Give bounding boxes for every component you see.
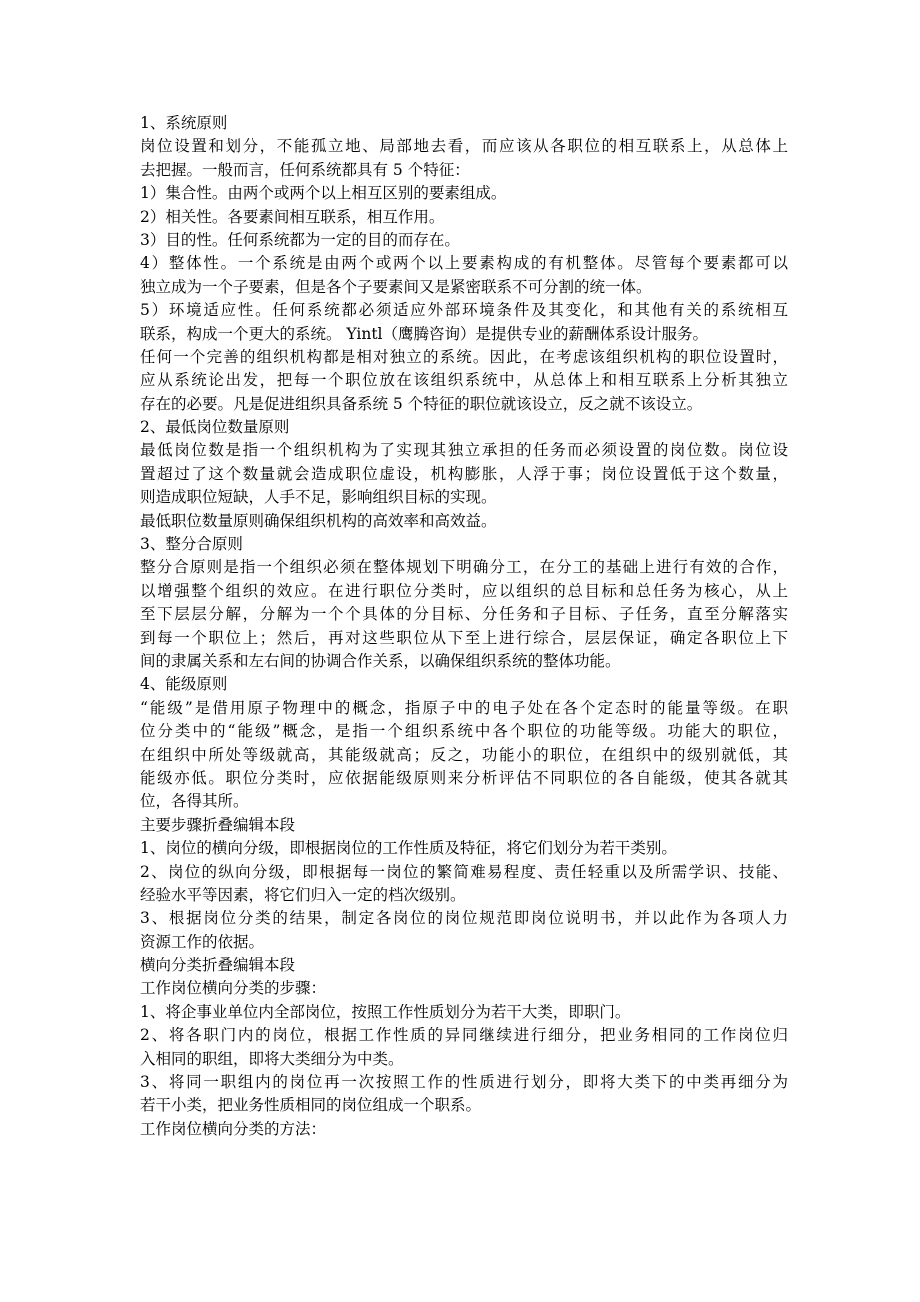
text-line: 位，各得其所。 <box>140 792 249 811</box>
text-line: 置超过了这个数量就会造成职位虚设，机构膨胀，人浮于事；岗位设置低于这个数量， <box>140 464 788 483</box>
text-line: 独立成为一个子要素，但是各个子要素间又是紧密联系不可分割的统一体。 <box>140 277 652 296</box>
text-line: 在组织中所处等级就高，其能级就高；反之，功能小的职位，在组织中的级别就低，其 <box>140 745 788 764</box>
text-line: 1、将企事业单位内全部岗位，按照工作性质划分为若干大类，即职门。 <box>140 1002 631 1021</box>
text-line: 存在的必要。凡是促进组织具备系统 5 个特征的职位就该设立，反之就不该设立。 <box>140 394 703 413</box>
text-line: 2）相关性。各要素间相互联系，相互作用。 <box>140 207 445 226</box>
text-line: 至下层层分解，分解为一个个具体的分目标、分任务和子目标、子任务，直至分解落实 <box>140 605 788 624</box>
text-line: 则造成职位短缺，人手不足，影响组织目标的实现。 <box>140 488 497 507</box>
text-line: 能级亦低。职位分类时，应依据能级原则来分析评估不同职位的各自能级，使其各就其 <box>140 768 788 787</box>
text-line: 间的隶属关系和左右间的协调合作关系，以确保组织系统的整体功能。 <box>140 651 621 670</box>
text-line: 任何一个完善的组织机构都是相对独立的系统。因此，在考虑该组织机构的职位设置时， <box>140 347 788 366</box>
text-line: 4）整体性。一个系统是由两个或两个以上要素构成的有机整体。尽管每个要素都可以 <box>140 254 788 273</box>
text-line: 5）环境适应性。任何系统都必须适应外部环境条件及其变化，和其他有关的系统相互 <box>140 301 788 320</box>
text-line: 3、根据岗位分类的结果，制定各岗位的岗位规范即岗位说明书，并以此作为各项人力 <box>140 909 788 928</box>
text-line: 应从系统论出发，把每一个职位放在该组织系统中，从总体上和相互联系上分析其独立 <box>140 371 788 390</box>
text-line: 1、系统原则 <box>140 114 228 132</box>
text-line: 横向分类折叠编辑本段 <box>140 956 296 975</box>
text-line: 去把握。一般而言，任何系统都具有 5 个特征： <box>140 160 470 179</box>
text-line: 岗位设置和划分，不能孤立地、局部地去看，而应该从各职位的相互联系上，从总体上 <box>140 137 788 156</box>
text-line: 主要步骤折叠编辑本段 <box>140 815 296 834</box>
text-line: 若干小类，把业务性质相同的岗位组成一个职系。 <box>140 1096 482 1115</box>
text-line: 位分类中的“能级”概念，是指一个组织系统中各个职位的功能等级。功能大的职位， <box>140 722 788 741</box>
text-line: 联系，构成一个更大的系统。 Yintl（鹰腾咨询）是提供专业的薪酬体系设计服务。 <box>140 324 709 343</box>
text-line: 经验水平等因素，将它们归入一定的档次级别。 <box>140 885 466 904</box>
text-line: 资源工作的依据。 <box>140 932 265 951</box>
text-line: 1）集合性。由两个或两个以上相互区别的要素组成。 <box>140 184 507 203</box>
text-line: 到每一个职位上；然后，再对这些职位从下至上进行综合，层层保证，确定各职位上下 <box>140 628 788 647</box>
text-line: 3）目的性。任何系统都为一定的目的而存在。 <box>140 230 460 249</box>
text-line: 工作岗位横向分类的步骤： <box>140 979 327 998</box>
text-line: 4、能级原则 <box>140 675 228 694</box>
text-line: 入相同的职组，即将大类细分为中类。 <box>140 1049 404 1068</box>
text-line: 工作岗位横向分类的方法： <box>140 1119 327 1138</box>
text-line: 最低职位数量原则确保组织机构的高效率和高效益。 <box>140 511 497 530</box>
text-line: 2、岗位的纵向分级，即根据每一岗位的繁简难易程度、责任轻重以及所需学识、技能、 <box>140 862 788 881</box>
text-line: 2、最低岗位数量原则 <box>140 418 290 437</box>
text-line: 3、将同一职组内的岗位再一次按照工作的性质进行划分，即将大类下的中类再细分为 <box>140 1073 788 1092</box>
text-line: 2、将各职门内的岗位，根据工作性质的异同继续进行细分，把业务相同的工作岗位归 <box>140 1026 788 1045</box>
text-line: 最低岗位数是指一个组织机构为了实现其独立承担的任务而必须设置的岗位数。岗位设 <box>140 441 788 460</box>
text-line: 以增强整个组织的效应。在进行职位分类时，应以组织的总目标和总任务为核心，从上 <box>140 581 788 600</box>
text-line: 3、整分合原则 <box>140 535 243 554</box>
text-line: “能级”是借用原子物理中的概念，指原子中的电子处在各个定态时的能量等级。在职 <box>140 698 788 717</box>
text-line: 整分合原则是指一个组织必须在整体规划下明确分工，在分工的基础上进行有效的合作， <box>140 558 788 577</box>
document-page <box>140 112 788 1141</box>
text-line: 1、岗位的横向分级，即根据岗位的工作性质及特征，将它们划分为若干类别。 <box>140 839 677 858</box>
